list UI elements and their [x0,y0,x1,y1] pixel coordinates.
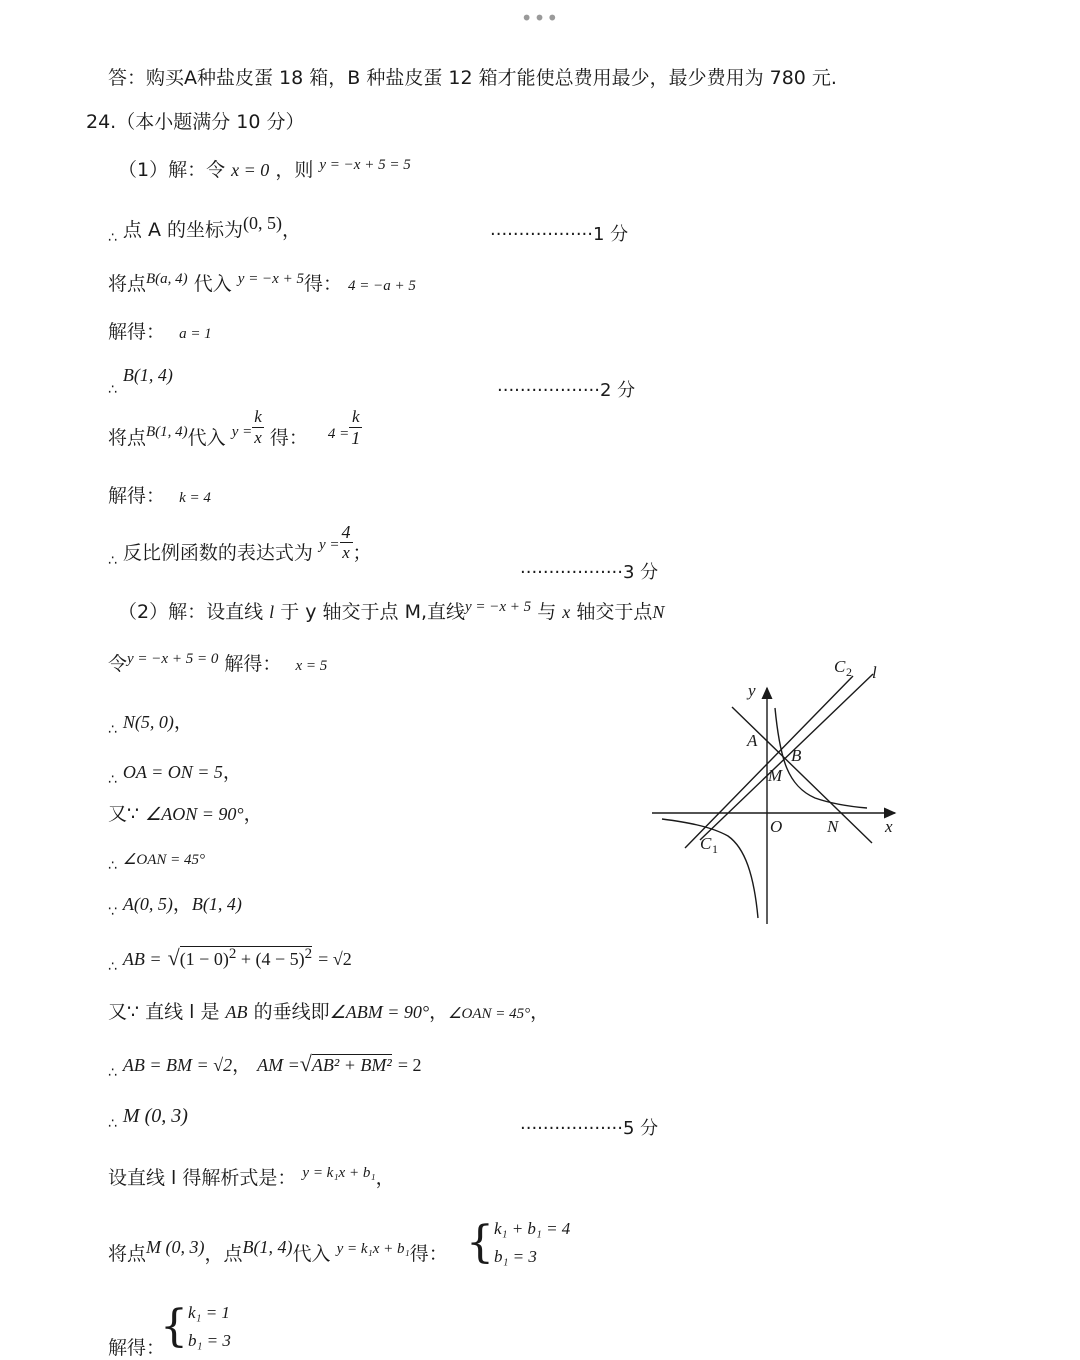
sq2: 2 [304,946,313,962]
semicolon: ； [352,542,372,564]
inverse-num: 4 [341,521,351,542]
therefore-symbol: ∴ [108,772,117,788]
comma: ， [232,1054,252,1076]
let-line [108,652,327,678]
label-C1: C [700,834,712,853]
therefore-symbol: ∴ [108,858,117,874]
subK-one: 1 [351,427,361,448]
solve-a-line [108,320,212,346]
therefore-symbol: ∴ [108,230,117,246]
subK-pre: 将点 [108,427,147,449]
sub2-get: 得： [409,1243,448,1265]
also-label: 又∵ [108,803,140,825]
solve-label: 解得： [108,485,166,507]
perp-AB: AB [225,1002,248,1022]
label-C1-sub: 1 [712,842,718,856]
subB-mid: 代入 [193,273,232,295]
part1-label: （1）解：令 [118,159,226,181]
part2-line-eq: y = −x + 5 [465,599,532,615]
part2-mid3: 轴交于点 [576,601,653,623]
final-solve-label: 解得： [108,1337,166,1359]
system-1 [466,1214,570,1271]
let-pre: 令 [108,653,128,675]
system-1-eqs [494,1215,570,1271]
therefore-symbol: ∴ [108,1116,117,1132]
part2-mid2: 与 [537,601,557,623]
part2-intro [118,600,664,626]
sys2-eq1: k₁ = 1 [188,1303,230,1322]
line-l: l [269,602,275,622]
sub2-in: 代入 [292,1243,331,1265]
comma: ， [429,1001,449,1023]
comma: ， [530,1001,550,1023]
coordinate-figure [640,650,920,940]
subB-eq: 4 = −a + 5 [348,278,416,294]
perp-mid: 的垂线即 [253,1001,330,1023]
pointA-line [108,213,302,246]
angle-AON: ∠AON = 90° [145,804,244,824]
system-2 [160,1298,231,1355]
subK-mid: 代入 [187,427,226,449]
line-l [700,674,873,840]
AM-line [108,1052,421,1079]
subB-line [108,272,416,298]
OA-line [108,760,242,786]
label-C2: C [834,657,846,676]
label-N: N [827,817,839,836]
then-label: ，则 [275,159,314,181]
sub2-line [108,1237,448,1268]
part1-intro [118,158,411,184]
label-B: B [791,746,802,765]
pointA-text: 点 A 的坐标为 [122,219,243,241]
AB-BM: AB = BM = √2 [122,1055,233,1075]
OA-ON: OA = ON = 5 [122,762,223,782]
subB-line-eq: y = −x + 5 [237,271,304,287]
subK-point: B(1, 4) [146,424,188,440]
score-2: ··················2 分 [497,380,636,401]
subK-k: k [254,406,262,426]
perp-pre: 又∵ 直线 l 是 [108,1001,220,1023]
N-value: N(5, 0) [122,712,174,732]
y-at-zero: y = −x + 5 = 5 [319,157,411,173]
sys1-eq2: b₁ = 3 [494,1247,537,1266]
subB-get: 得： [303,273,342,295]
angleOAN-line [108,846,205,872]
subK-y: y = [231,424,253,440]
angleAON-line [108,802,263,826]
therefore-symbol: ∴ [108,1065,117,1081]
part2-label: （2）解：设直线 [118,601,264,623]
label-l: l [872,663,877,682]
M-value: M (0, 3) [122,1105,188,1127]
comma: ， [375,1167,395,1189]
label-A: A [747,731,758,750]
inverse-text: 反比例函数的表达式为 [122,542,313,564]
because-symbol: ∵ [108,904,117,920]
sqrt-icon: √ [299,1051,312,1076]
answer-line: 答：购买A种盐皮蛋 18 箱，B 种盐皮蛋 12 箱才能使总费用最少，最少费用为 780 元. [108,67,837,89]
system-2-eqs [188,1299,231,1355]
inverse-line [108,521,372,578]
subK-x: x [254,427,262,447]
subK-k2: k [349,407,362,428]
label-y: y [748,681,756,700]
sq1: 2 [228,946,237,962]
subK-4: 4 = [327,426,350,442]
label-C2-sub: 2 [846,665,852,679]
sys1-eq1: k₁ + b₁ = 4 [494,1219,571,1238]
angle-OAN: ∠OAN = 45° [122,852,205,868]
part2-N: N [652,602,665,622]
B-line [108,365,173,398]
solve-label: 解得： [108,321,166,343]
label-M: M [768,766,783,785]
let-solve: 解得： [224,653,282,675]
sub2-eq: y = k₁x + b₁ [336,1241,410,1257]
brace-icon: { [160,1301,188,1352]
a-value: a = 1 [179,326,212,342]
let-eq: y = −x + 5 = 0 [127,651,219,667]
B-point: B(1, 4) [191,894,242,914]
score-1: ··················1 分 [490,224,629,245]
inverse-den: x [342,542,350,562]
therefore-symbol: ∴ [108,722,117,738]
AB-radicand: $(1 - 0)^2 + (4 - 5)^2$ [179,946,313,969]
AB-result: = √2 [318,949,352,969]
setl-eq: y = k₁x + b₁ [302,1165,376,1181]
comma: ， [282,219,302,241]
setl-line [108,1166,395,1192]
sub2-M: M (0, 3) [146,1237,205,1257]
comma: ， [173,711,193,733]
perp-line [108,1000,549,1026]
score-5: ··················5 分 [520,1118,659,1139]
subK-fraction [252,407,264,448]
B-value: B(1, 4) [122,365,173,385]
subK-get: 得： [269,427,308,449]
perp-angle2: ∠OAN = 45° [448,1006,531,1022]
pointA-value: (0, 5) [243,213,282,233]
therefore-symbol: ∴ [108,959,117,975]
therefore-symbol: ∴ [108,382,117,398]
subK-line [108,406,362,462]
sys2-eq2: b₁ = 3 [188,1331,231,1350]
label-O: O [770,817,783,836]
comma: ， [172,893,192,915]
subB-pre: 将点 [108,273,147,295]
setl-text: 设直线 l 得解析式是： [108,1167,297,1189]
AB-points-line [108,892,242,918]
sub2-pre: 将点 [108,1243,147,1265]
x-zero: x = 0 [231,160,270,180]
menu-dots-icon[interactable]: ••• [520,6,560,30]
perp-angle: ∠ABM = 90° [329,1002,430,1022]
part2-x: x [562,602,571,622]
AB-length-line [108,946,352,973]
sqrt-icon: √ [167,945,180,970]
AB-term2: (4 − 5) [255,949,305,969]
A-point: A(0, 5) [122,894,173,914]
AM-lhs: AM = [257,1055,300,1075]
subK-fraction-2 [349,407,362,448]
comma: ， [222,761,242,783]
AB-lhs: AB = [122,949,162,969]
part2-mid1: 于 y 轴交于点 M,直线 [280,601,465,623]
inverse-fraction [340,522,353,563]
AB-term1: (1 − 0) [179,949,229,969]
brace-icon: { [466,1217,494,1268]
AM-result: = 2 [397,1055,422,1075]
question-header: 24.（本小题满分 10 分） [86,111,305,133]
inverse-y: y = [318,537,340,553]
AM-radicand: AB² + BM² [311,1055,392,1075]
x-value: x = 5 [295,658,328,674]
M-line [108,1104,188,1130]
comma: ， [243,803,263,825]
therefore-symbol: ∴ [108,553,117,569]
N-line [108,710,193,736]
sub2-mid: ，点 [204,1243,243,1265]
subB-point: B(a, 4) [146,271,188,287]
label-x: x [885,817,893,836]
solve-k-line [108,484,211,510]
score-3: ··················3 分 [520,562,659,583]
sub2-B: B(1, 4) [242,1237,293,1257]
k-value: k = 4 [179,490,211,506]
